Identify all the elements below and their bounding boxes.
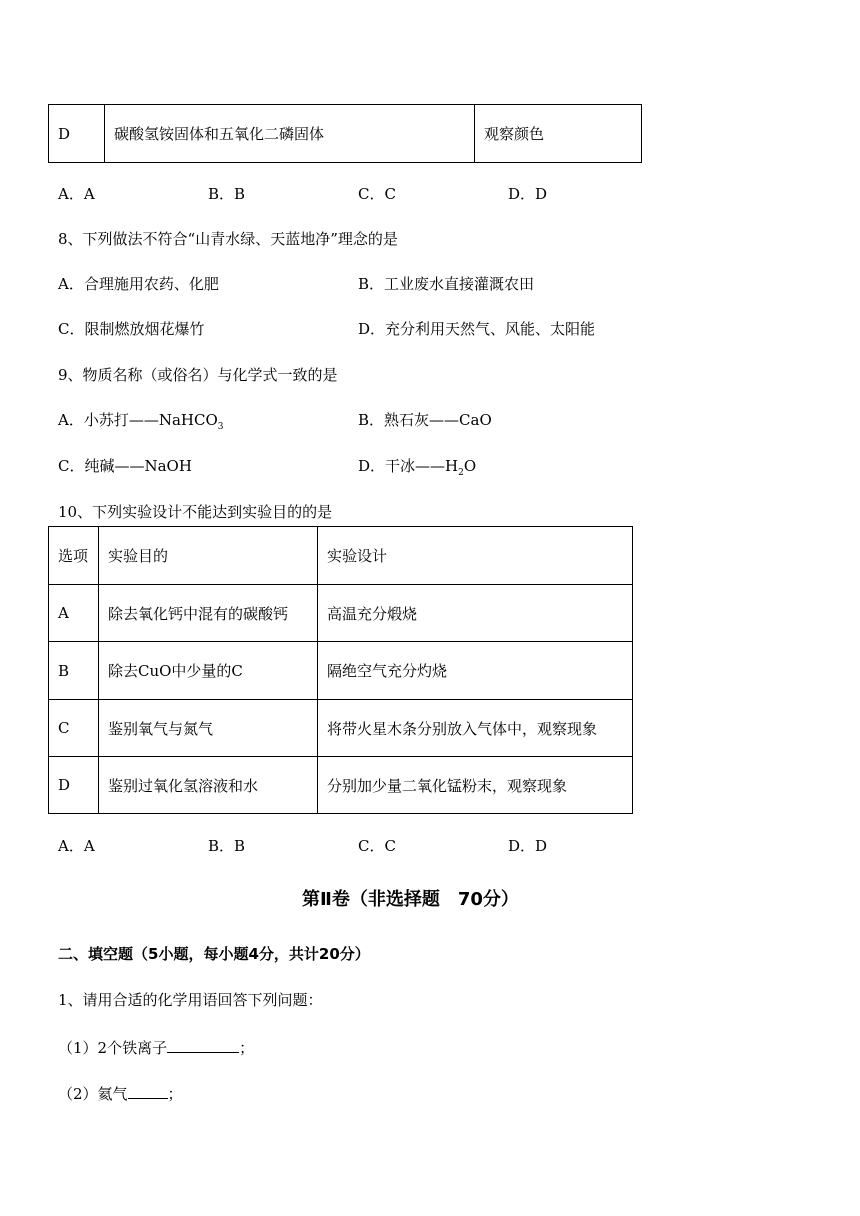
table-cell: 除去CuO中少量的C: [99, 642, 318, 700]
table-cell: 碳酸氢铵固体和五氧化二磷固体: [105, 105, 475, 163]
table-header-row: [49, 527, 633, 585]
table-cell: 鉴别氧气与氮气: [99, 700, 318, 757]
fill-item-1-end: ；: [239, 1039, 255, 1057]
table-header-cell: 实验目的: [99, 527, 318, 585]
option-d: D．D: [508, 185, 548, 203]
table-cell: D: [49, 105, 105, 163]
q9-option-b: B．熟石灰——CaO: [358, 411, 492, 429]
table-cell: 除去氧化钙中混有的碳酸钙: [99, 585, 318, 642]
fill-item-2-end: ；: [167, 1085, 183, 1103]
q9-option-d-tail: O: [463, 457, 477, 475]
table-row: [49, 105, 642, 163]
table-cell: B: [49, 642, 99, 700]
q8-option-d: D．充分利用天然气、风能、太阳能: [358, 320, 596, 338]
q9-option-a-text: A．小苏打——NaHCO: [58, 411, 218, 429]
fill-item-1-label: （1）2个铁离子: [58, 1039, 168, 1057]
table-cell: 隔绝空气充分灼烧: [318, 642, 633, 700]
table-cell: 高温充分煅烧: [318, 585, 633, 642]
table-cell: 鉴别过氧化氢溶液和水: [99, 757, 318, 814]
answer-blank[interactable]: [167, 1038, 239, 1053]
subscript: 2: [458, 468, 464, 478]
q8-option-a: A．合理施用农药、化肥: [58, 275, 219, 293]
q9-option-d: [358, 459, 476, 478]
option-b: B．B: [208, 185, 246, 203]
option-a: A．A: [58, 837, 95, 855]
table-header-cell: 实验设计: [318, 527, 633, 585]
table-cell: 分别加少量二氧化锰粉末，观察现象: [318, 757, 633, 814]
q8-option-b: B．工业废水直接灌溉农田: [358, 275, 535, 293]
q9-option-a: [58, 413, 224, 432]
table-cell: D: [49, 757, 99, 814]
question-8-stem: 8、下列做法不符合“山青水绿、天蓝地净”理念的是: [58, 230, 398, 248]
q10-table: [48, 526, 633, 814]
q9-option-d-text: D．干冰——H: [358, 457, 459, 475]
q9-option-c: C．纯碱——NaOH: [58, 457, 192, 475]
question-9-stem: 9、物质名称（或俗名）与化学式一致的是: [58, 366, 338, 384]
option-c: C．C: [358, 837, 396, 855]
part-2-title: 第Ⅱ卷（非选择题 70分）: [302, 889, 519, 910]
question-10-stem: 10、下列实验设计不能达到实验目的的是: [58, 503, 333, 521]
answer-blank[interactable]: [128, 1084, 168, 1099]
fill-item-2: [58, 1084, 183, 1102]
table-row: [49, 757, 633, 814]
option-d: D．D: [508, 837, 548, 855]
option-a: A．A: [58, 185, 95, 203]
table-cell: 将带火星木条分别放入气体中，观察现象: [318, 700, 633, 757]
section-2-title: 二、填空题（5小题，每小题4分，共计20分）: [58, 945, 370, 963]
table-header-cell: 选项: [49, 527, 99, 585]
option-c: C．C: [358, 185, 396, 203]
fill-question-1-stem: 1、请用合适的化学用语回答下列问题：: [58, 991, 323, 1009]
table-row: [49, 585, 633, 642]
table-cell: 观察颜色: [475, 105, 642, 163]
table-row: [49, 642, 633, 700]
top-options-table: [48, 104, 642, 163]
fill-item-1: [58, 1038, 254, 1056]
table-cell: A: [49, 585, 99, 642]
subscript: 3: [217, 422, 224, 432]
option-b: B．B: [208, 837, 246, 855]
table-cell: C: [49, 700, 99, 757]
q8-option-c: C．限制燃放烟花爆竹: [58, 320, 205, 338]
table-row: [49, 700, 633, 757]
fill-item-2-label: （2）氦气: [58, 1085, 128, 1103]
